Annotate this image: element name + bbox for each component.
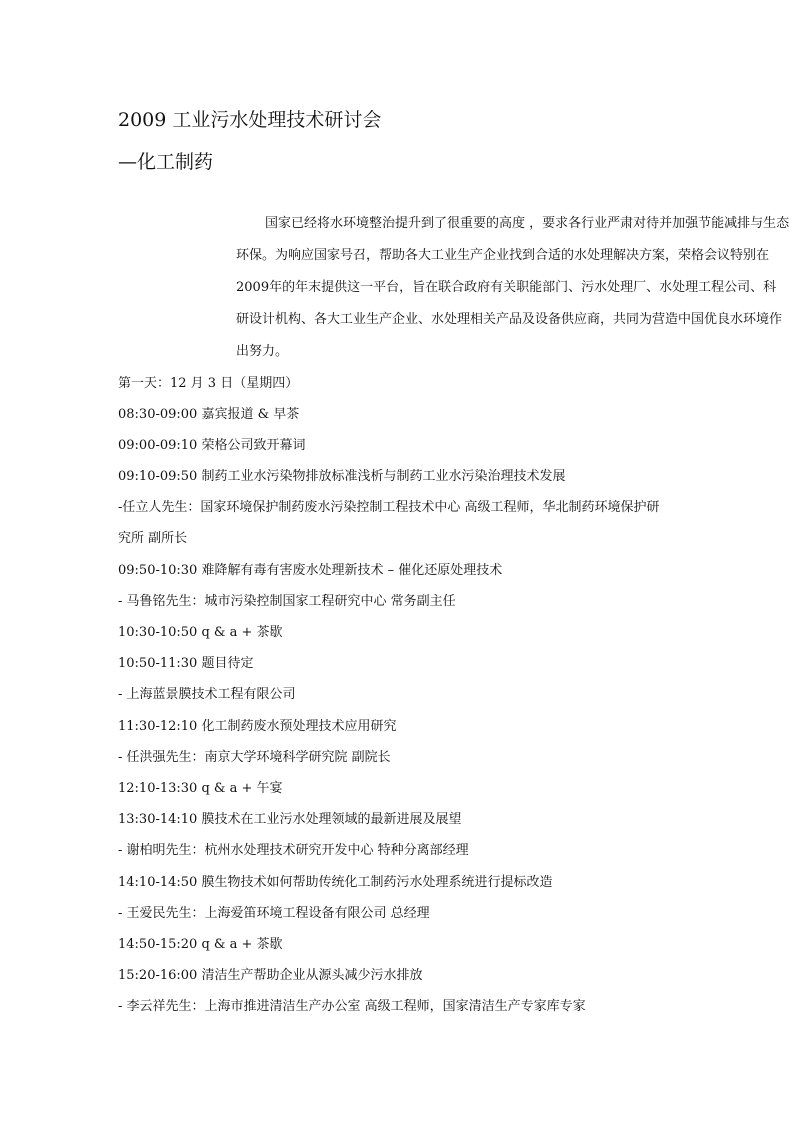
schedule-line: 10:50-11:30 题目待定	[118, 656, 254, 671]
schedule-line: 14:50-15:20 q & a + 茶歇	[118, 937, 283, 952]
intro-line: 研设计机构、各大工业生产企业、水处理相关产品及设备供应商，共同为营造中国优良水环境作	[236, 312, 783, 327]
schedule-line: 09:10-09:50 制药工业水污染物排放标准浅析与制药工业水污染治理技术发展	[118, 469, 566, 484]
schedule-line: - 任洪强先生：南京大学环境科学研究院 副院长	[118, 750, 391, 765]
intro-line: 2009年的年末提供这一平台，旨在联合政府有关职能部门、污水处理厂、水处理工程公司、科	[236, 280, 777, 295]
schedule-line: - 谢柏明先生：杭州水处理技术研究开发中心 特种分离部经理	[118, 843, 469, 858]
schedule-line: 11:30-12:10 化工制药废水预处理技术应用研究	[118, 719, 397, 734]
schedule-line: 13:30-14:10 膜技术在工业污水处理领域的最新进展及展望	[118, 812, 462, 827]
schedule-line: 12:10-13:30 q & a + 午宴	[118, 781, 283, 796]
schedule-line: - 李云祥先生：上海市推进清洁生产办公室 高级工程师，国家清洁生产专家库专家	[118, 999, 586, 1014]
schedule-line: - 王爱民先生：上海爱笛环境工程设备有限公司 总经理	[118, 906, 430, 921]
schedule-line: 10:30-10:50 q & a + 茶歇	[118, 625, 283, 640]
schedule-day-heading: 第一天：12 月 3 日（星期四）	[118, 376, 299, 391]
document-subtitle: —化工制药	[118, 151, 214, 173]
schedule-line: 15:20-16:00 清洁生产帮助企业从源头减少污水排放	[118, 968, 423, 983]
schedule-line: 究所 副所长	[118, 531, 188, 546]
intro-line: 国家已经将水环境整治提升到了很重要的高度 ，要求各行业严肃对待并加强节能减排与生态	[265, 216, 790, 231]
schedule-line: 09:50-10:30 难降解有毒有害废水处理新技术 – 催化还原处理技术	[118, 563, 503, 578]
schedule-line: 14:10-14:50 膜生物技术如何帮助传统化工制药污水处理系统进行提标改造	[118, 875, 553, 890]
schedule-line: - 上海蓝景膜技术工程有限公司	[118, 687, 296, 702]
schedule-line: - 马鲁铭先生：城市污染控制国家工程研究中心 常务副主任	[118, 594, 456, 609]
schedule-line: 09:00-09:10 荣格公司致开幕词	[118, 438, 306, 453]
intro-line: 环保。为响应国家号召，帮助各大工业生产企业找到合适的水处理解决方案，荣格会议特别在	[236, 248, 770, 263]
schedule-line: -任立人先生：国家环境保护制药废水污染控制工程技术中心 高级工程师，华北制药环境保护研	[118, 500, 660, 515]
schedule-line: 08:30-09:00 嘉宾报道 & 早茶	[118, 407, 300, 422]
intro-line: 出努力。	[236, 344, 289, 359]
document-title: 2009 工业污水处理技术研讨会	[118, 109, 382, 131]
